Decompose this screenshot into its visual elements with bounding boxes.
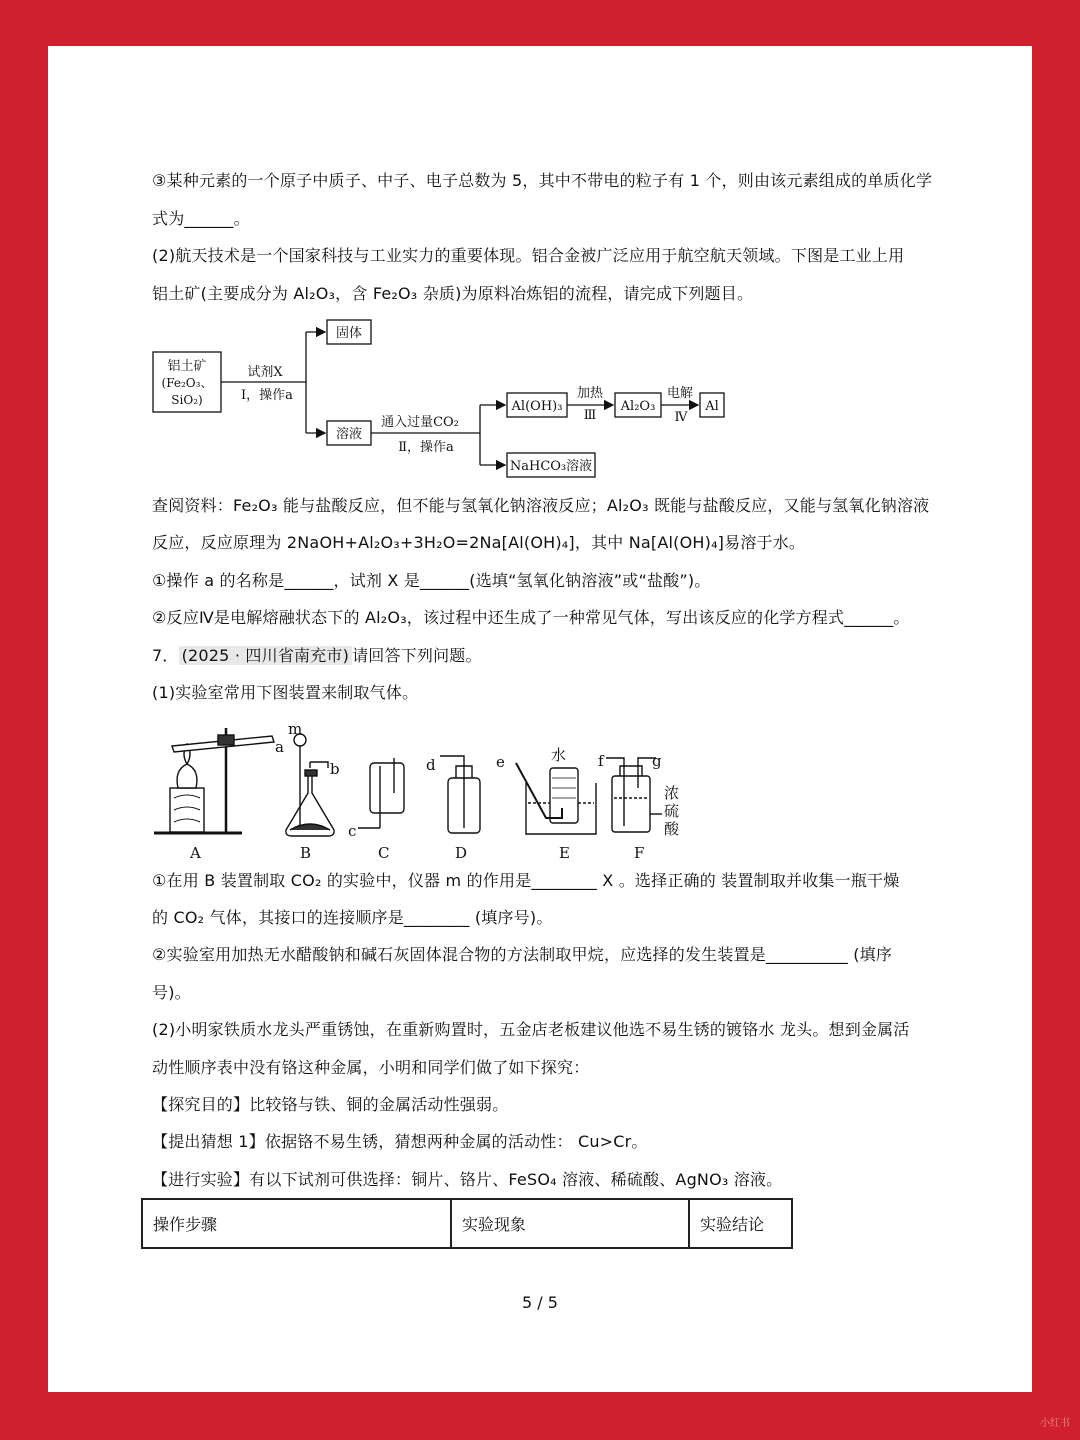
label-c: c xyxy=(348,822,357,840)
op1-label: Ⅰ，操作a xyxy=(241,388,293,403)
label-b: b xyxy=(330,760,340,778)
co2-label: 通入过量CO₂ xyxy=(381,415,459,430)
table-header-cell: 实验结论 xyxy=(689,1199,792,1248)
question-number: 7． xyxy=(152,646,179,665)
table-header-cell: 操作步骤 xyxy=(142,1199,451,1248)
text-line: ②实验室用加热无水醋酸钠和碱石灰固体混合物的方法制取甲烷，应选择的发生装置是__________ (填序 xyxy=(152,945,893,964)
watermark: 小红书 xyxy=(1040,1418,1070,1429)
ore-label: 铝土矿 xyxy=(167,359,207,374)
text-line: 号)。 xyxy=(152,983,191,1002)
step3-label: Ⅲ xyxy=(583,408,597,423)
text-line: ②反应Ⅳ是电解熔融状态下的 Al₂O₃，该过程中还生成了一种常见气体，写出该反应的化学方程式______。 xyxy=(152,608,910,627)
text-line: 查阅资料：Fe₂O₃ 能与盐酸反应，但不能与氢氧化钠溶液反应；Al₂O₃ 既能与盐酸反应，又能与氢氧化钠溶液 xyxy=(152,496,930,515)
table-header-cell: 实验现象 xyxy=(451,1199,689,1248)
ore-sub2: SiO₂) xyxy=(171,393,203,407)
label-acid1: 浓 xyxy=(664,784,680,802)
question-7-line xyxy=(152,645,482,667)
step4-label: Ⅳ xyxy=(674,410,688,425)
label-d: d xyxy=(426,756,436,774)
text-line: 【进行实验】有以下试剂可供选择：铜片、铬片、FeSO₄ 溶液、稀硫酸、AgNO₃ 溶液。 xyxy=(152,1170,783,1189)
apparatus-label-D: D xyxy=(455,844,468,862)
reagent-label: 试剂X xyxy=(247,365,283,380)
text-line: 的 CO₂ 气体，其接口的连接顺序是________ (填序号)。 xyxy=(152,908,553,927)
heat-label: 加热 xyxy=(576,386,604,401)
text-line: 式为______。 xyxy=(152,209,250,228)
text-line: ①操作 a 的名称是______，试剂 X 是______(选填“氢氧化钠溶液”或“盐酸”)。 xyxy=(152,571,711,590)
op2-label: Ⅱ，操作a xyxy=(398,440,454,455)
text-line: (1)实验室常用下图装置来制取气体。 xyxy=(152,683,419,702)
apparatus-diagram xyxy=(150,718,690,863)
text-line: (2)小明家铁质水龙头严重锈蚀，在重新购置时，五金店老板建议他选不易生锈的镀铬水 龙头。想到金属活 xyxy=(152,1020,910,1039)
text-line: (2)航天技术是一个国家科技与工业实力的重要体现。铝合金被广泛应用于航空航天领域。下图是工业上用 xyxy=(152,246,905,265)
text-line: ③某种元素的一个原子中质子、中子、电子总数为 5，其中不带电的粒子有 1 个，则由该元素组成的单质化学 xyxy=(152,171,933,190)
apparatus-label-B: B xyxy=(300,844,312,862)
text-line: 铝土矿(主要成分为 Al₂O₃，含 Fe₂O₃ 杂质)为原料冶炼铝的流程，请完成下列题目。 xyxy=(152,284,754,303)
table-row xyxy=(142,1199,792,1248)
solution-label: 溶液 xyxy=(335,427,363,442)
question-text: 请回答下列问题。 xyxy=(352,646,482,665)
apparatus-label-C: C xyxy=(378,844,390,862)
label-water: 水 xyxy=(551,746,567,764)
label-acid2: 硫 xyxy=(664,802,680,820)
apparatus-label-F: F xyxy=(634,844,645,862)
experiment-table xyxy=(141,1198,793,1249)
label-m: m xyxy=(288,720,303,738)
source-tag: (2025 · 四川省南充市) xyxy=(179,646,352,665)
ore-sub1: (Fe₂O₃、 xyxy=(161,376,213,390)
al2o3-label: Al₂O₃ xyxy=(620,399,656,414)
nahco3-label: NaHCO₃溶液 xyxy=(509,459,593,474)
label-f: f xyxy=(598,752,604,770)
label-acid3: 酸 xyxy=(664,820,680,838)
electro-label: 电解 xyxy=(666,386,694,401)
aloh3-label: Al(OH)₃ xyxy=(511,399,563,414)
text-line: 反应，反应原理为 2NaOH+Al₂O₃+3H₂O=2Na[Al(OH)₄]，其中 Na[Al(OH)₄]易溶于水。 xyxy=(152,533,806,552)
text-line: ①在用 B 装置制取 CO₂ 的实验中，仪器 m 的作用是________ X 。选择正确的 装置制取并收集一瓶干燥 xyxy=(152,871,900,890)
text-line: 【探究目的】比较铬与铁、铜的金属活动性强弱。 xyxy=(152,1095,509,1114)
process-flowchart xyxy=(150,315,740,485)
al-label: Al xyxy=(705,399,719,414)
apparatus-label-E: E xyxy=(559,844,570,862)
solid-label: 固体 xyxy=(335,326,363,341)
label-g: g xyxy=(652,752,662,770)
text-line: 动性顺序表中没有铬这种金属，小明和同学们做了如下探究： xyxy=(152,1058,590,1077)
text-line: 【提出猜想 1】依据铬不易生锈，猜想两种金属的活动性： Cu>Cr。 xyxy=(152,1132,648,1151)
apparatus-label-A: A xyxy=(190,844,201,862)
label-a: a xyxy=(275,738,284,756)
page-number: 5 / 5 xyxy=(522,1293,558,1312)
label-e: e xyxy=(496,753,505,771)
